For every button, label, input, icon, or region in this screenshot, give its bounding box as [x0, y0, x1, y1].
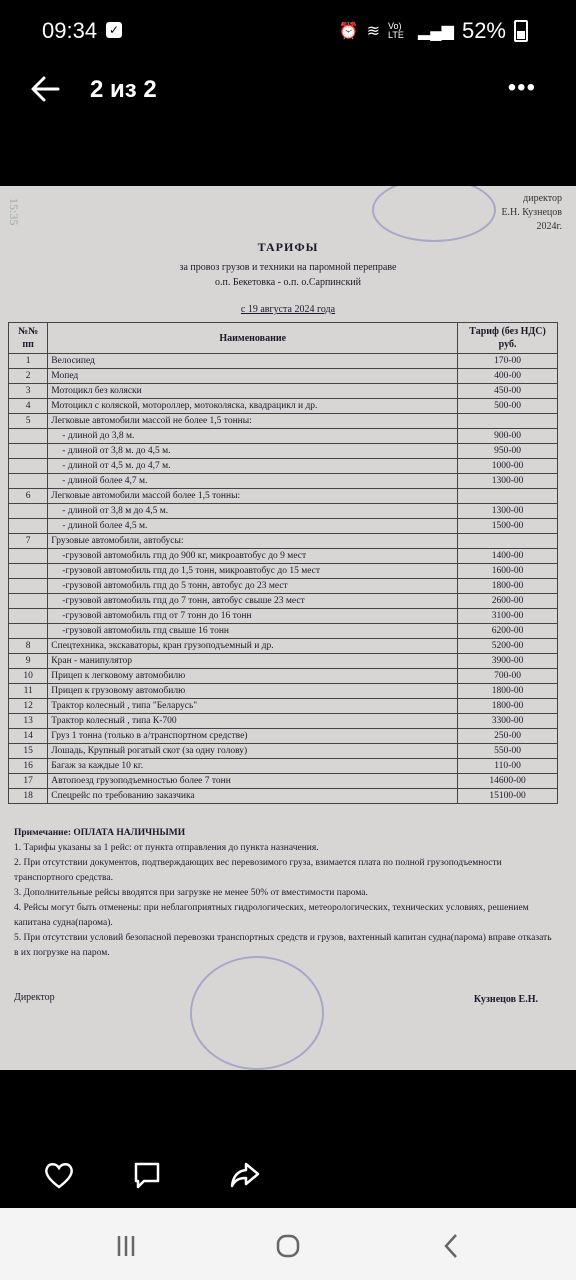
row-price: 250-00 — [458, 729, 558, 744]
network-label: Vo) LTE — [388, 21, 404, 40]
row-price: 110-00 — [458, 759, 558, 774]
row-name: Кран - манипулятор — [48, 654, 458, 669]
row-name: Трактор колесный , типа "Беларусь" — [48, 699, 458, 714]
row-price: 500-00 — [458, 399, 558, 414]
row-price: 3100-00 — [458, 609, 558, 624]
approval-block — [501, 192, 562, 234]
viewer-toolbar — [0, 62, 576, 118]
row-num: 15 — [9, 744, 48, 759]
row-price: 1600-00 — [458, 564, 558, 579]
table-row — [9, 699, 558, 714]
table-row — [9, 684, 558, 699]
row-price: 550-00 — [458, 744, 558, 759]
row-price: 1800-00 — [458, 699, 558, 714]
comment-icon[interactable] — [130, 1158, 164, 1192]
document-date: с 19 августа 2024 года — [240, 304, 336, 315]
row-price: 6200-00 — [458, 624, 558, 639]
approval-line: директор — [523, 193, 562, 204]
status-bar — [0, 0, 576, 62]
document-title: ТАРИФЫ — [257, 240, 319, 254]
row-price: 700-00 — [458, 669, 558, 684]
row-price: 1500-00 — [458, 519, 558, 534]
tariff-table — [8, 322, 558, 804]
row-num — [9, 564, 48, 579]
notes-block — [14, 826, 554, 961]
table-row — [9, 354, 558, 369]
document-subtitle: за провоз грузов и техники на паромной переправе — [179, 262, 397, 273]
alarm-icon: ⏰ — [338, 23, 359, 40]
table-row — [9, 474, 558, 489]
row-num: 18 — [9, 789, 48, 804]
row-num: 3 — [9, 384, 48, 399]
approval-line: 2024г. — [536, 221, 562, 232]
row-name: Мопед — [48, 369, 458, 384]
row-name: Спецрейс по требованию заказчика — [48, 789, 458, 804]
row-price: 170-00 — [458, 354, 558, 369]
table-row — [9, 369, 558, 384]
header-name: Наименование — [48, 323, 458, 354]
row-num: 14 — [9, 729, 48, 744]
back-arrow-icon[interactable] — [28, 72, 62, 106]
row-num — [9, 459, 48, 474]
row-num: 8 — [9, 639, 48, 654]
note-item: 2. При отсутствии документов, подтверждающих вес перевозимого груза, взимается плата по полной грузоподъемности транспортного средства. — [14, 858, 502, 883]
table-row — [9, 789, 558, 804]
row-num — [9, 549, 48, 564]
share-icon[interactable] — [228, 1158, 262, 1192]
row-name: Груз 1 тонна (только в а/транспортном средстве) — [48, 729, 458, 744]
row-num — [9, 609, 48, 624]
row-name: Велосипед — [48, 354, 458, 369]
system-nav-bar — [0, 1208, 576, 1280]
row-name: Лошадь, Крупный рогатый скот (за одну голову) — [48, 744, 458, 759]
table-row — [9, 729, 558, 744]
row-num: 9 — [9, 654, 48, 669]
seal-stamp — [190, 956, 324, 1070]
row-name: -грузовой автомобиль гпд свыше 16 тонн — [48, 624, 458, 639]
document-route: о.п. Бекетовка - о.п. о.Сарпинский — [214, 277, 362, 288]
table-row — [9, 459, 558, 474]
battery-icon — [514, 20, 528, 42]
status-time: 09:34 — [42, 18, 98, 43]
row-name: Мотоцикл с коляской, мотороллер, мотоколяска, квадрацикл и др. — [48, 399, 458, 414]
row-price: 1000-00 — [458, 459, 558, 474]
row-name: Трактор колесный , типа К-700 — [48, 714, 458, 729]
note-item: 4. Рейсы могут быть отменены: при неблагоприятных гидрологических, метеорологических, технических условиях, решением капитана судна(парома). — [14, 903, 529, 928]
table-row — [9, 504, 558, 519]
row-price: 1800-00 — [458, 684, 558, 699]
note-item: 5. При отсутствии условий безопасной перевозки транспортных средств и грузов, вахтенный капитан судна(парома) вправе отказать в их погрузке на паром. — [14, 933, 552, 958]
table-row — [9, 534, 558, 549]
table-row — [9, 384, 558, 399]
row-num — [9, 429, 48, 444]
row-num: 4 — [9, 399, 48, 414]
row-price: 950-00 — [458, 444, 558, 459]
row-name: Прицеп к грузовому автомобилю — [48, 684, 458, 699]
table-row — [9, 609, 558, 624]
row-num — [9, 519, 48, 534]
row-num: 17 — [9, 774, 48, 789]
row-num: 11 — [9, 684, 48, 699]
row-price — [458, 414, 558, 429]
photo-watermark: 15:35 — [7, 198, 21, 226]
row-name: - длиной от 3,8 м. до 4,5 м. — [48, 444, 458, 459]
row-name: -грузовой автомобиль гпд до 900 кг, микроавтобус до 9 мест — [48, 549, 458, 564]
table-row — [9, 759, 558, 774]
approval-stamp — [372, 186, 496, 242]
row-name: - длиной от 4,5 м. до 4,7 м. — [48, 459, 458, 474]
back-icon[interactable] — [432, 1226, 472, 1266]
row-price: 1800-00 — [458, 579, 558, 594]
row-num: 6 — [9, 489, 48, 504]
row-num: 16 — [9, 759, 48, 774]
row-name: - длиной до 3,8 м. — [48, 429, 458, 444]
row-name: -грузовой автомобиль гпд до 7 тонн, автобус свыше 23 мест — [48, 594, 458, 609]
row-price: 3300-00 — [458, 714, 558, 729]
table-row — [9, 669, 558, 684]
note-item: 1. Тарифы указаны за 1 рейс: от пункта отправления до пункта назначения. — [14, 843, 319, 853]
row-num: 2 — [9, 369, 48, 384]
table-row — [9, 444, 558, 459]
table-row — [9, 639, 558, 654]
table-row — [9, 624, 558, 639]
header-num: №№ пп — [9, 323, 48, 354]
approval-line: Е.Н. Кузнецов — [501, 207, 562, 218]
tariff-table-body — [9, 354, 558, 804]
row-price: 450-00 — [458, 384, 558, 399]
row-num — [9, 594, 48, 609]
table-row — [9, 774, 558, 789]
row-name: Мотоцикл без коляски — [48, 384, 458, 399]
home-icon[interactable] — [268, 1226, 308, 1266]
heart-icon[interactable] — [42, 1158, 76, 1192]
table-row — [9, 579, 558, 594]
row-price: 1300-00 — [458, 504, 558, 519]
action-bar — [0, 1158, 576, 1198]
row-num — [9, 474, 48, 489]
row-num: 13 — [9, 714, 48, 729]
note-item: 3. Дополнительные рейсы вводятся при загрузке не менее 50% от вместимости парома. — [14, 888, 368, 898]
row-num: 5 — [9, 414, 48, 429]
battery-percent: 52% — [461, 18, 506, 43]
table-row — [9, 744, 558, 759]
table-row — [9, 429, 558, 444]
row-price: 3900-00 — [458, 654, 558, 669]
table-row — [9, 549, 558, 564]
table-row — [9, 519, 558, 534]
status-icons — [339, 18, 528, 44]
row-name: - длиной более 4,7 м. — [48, 474, 458, 489]
wifi-icon: ≋ — [366, 23, 380, 40]
row-num: 1 — [9, 354, 48, 369]
signal-icon: ▂▄▆ — [418, 23, 454, 40]
table-row — [9, 564, 558, 579]
row-price: 1300-00 — [458, 474, 558, 489]
row-num — [9, 444, 48, 459]
notification-check-icon: ✓ — [106, 22, 122, 38]
row-name: -грузовой автомобиль гпд от 7 тонн до 16 тонн — [48, 609, 458, 624]
row-name: Прицеп к легковому автомобилю — [48, 669, 458, 684]
row-num — [9, 624, 48, 639]
row-price: 15100-00 — [458, 789, 558, 804]
row-name: -грузовой автомобиль гпд до 1,5 тонн, микроавтобус до 15 мест — [48, 564, 458, 579]
table-header-row — [9, 323, 558, 354]
header-price: Тариф (без НДС) руб. — [458, 323, 558, 354]
row-num: 7 — [9, 534, 48, 549]
document-photo[interactable] — [0, 186, 576, 1070]
signature-name: Кузнецов Е.Н. — [473, 994, 538, 1005]
notes-title: Примечание: ОПЛАТА НАЛИЧНЫМИ — [14, 828, 186, 838]
image-counter: 2 из 2 — [90, 76, 157, 103]
recents-icon[interactable] — [106, 1226, 146, 1266]
row-name: Легковые автомобили массой не более 1,5 тонны: — [48, 414, 458, 429]
row-name: Багаж за каждые 10 кг. — [48, 759, 458, 774]
table-row — [9, 714, 558, 729]
row-name: Грузовые автомобили, автобусы: — [48, 534, 458, 549]
row-name: -грузовой автомобиль гпд до 5 тонн, автобус до 23 мест — [48, 579, 458, 594]
row-name: Легковые автомобили массой более 1,5 тонны: — [48, 489, 458, 504]
row-price: 5200-00 — [458, 639, 558, 654]
table-row — [9, 654, 558, 669]
row-num — [9, 504, 48, 519]
more-options-icon[interactable]: ••• — [507, 74, 536, 101]
row-price — [458, 489, 558, 504]
row-name: Спецтехника, экскаваторы, кран грузоподъемный и др. — [48, 639, 458, 654]
row-name: - длиной более 4,5 м. — [48, 519, 458, 534]
table-row — [9, 594, 558, 609]
table-row — [9, 399, 558, 414]
row-price: 14600-00 — [458, 774, 558, 789]
row-price: 900-00 — [458, 429, 558, 444]
row-name: Автопоезд грузоподъемностью более 7 тонн — [48, 774, 458, 789]
row-num: 12 — [9, 699, 48, 714]
row-name: - длиной от 3,8 м до 4,5 м. — [48, 504, 458, 519]
row-price — [458, 534, 558, 549]
row-num: 10 — [9, 669, 48, 684]
row-price: 400-00 — [458, 369, 558, 384]
row-price: 1400-00 — [458, 549, 558, 564]
table-row — [9, 489, 558, 504]
row-price: 2600-00 — [458, 594, 558, 609]
signature-title: Директор — [14, 992, 55, 1003]
table-row — [9, 414, 558, 429]
row-num — [9, 579, 48, 594]
